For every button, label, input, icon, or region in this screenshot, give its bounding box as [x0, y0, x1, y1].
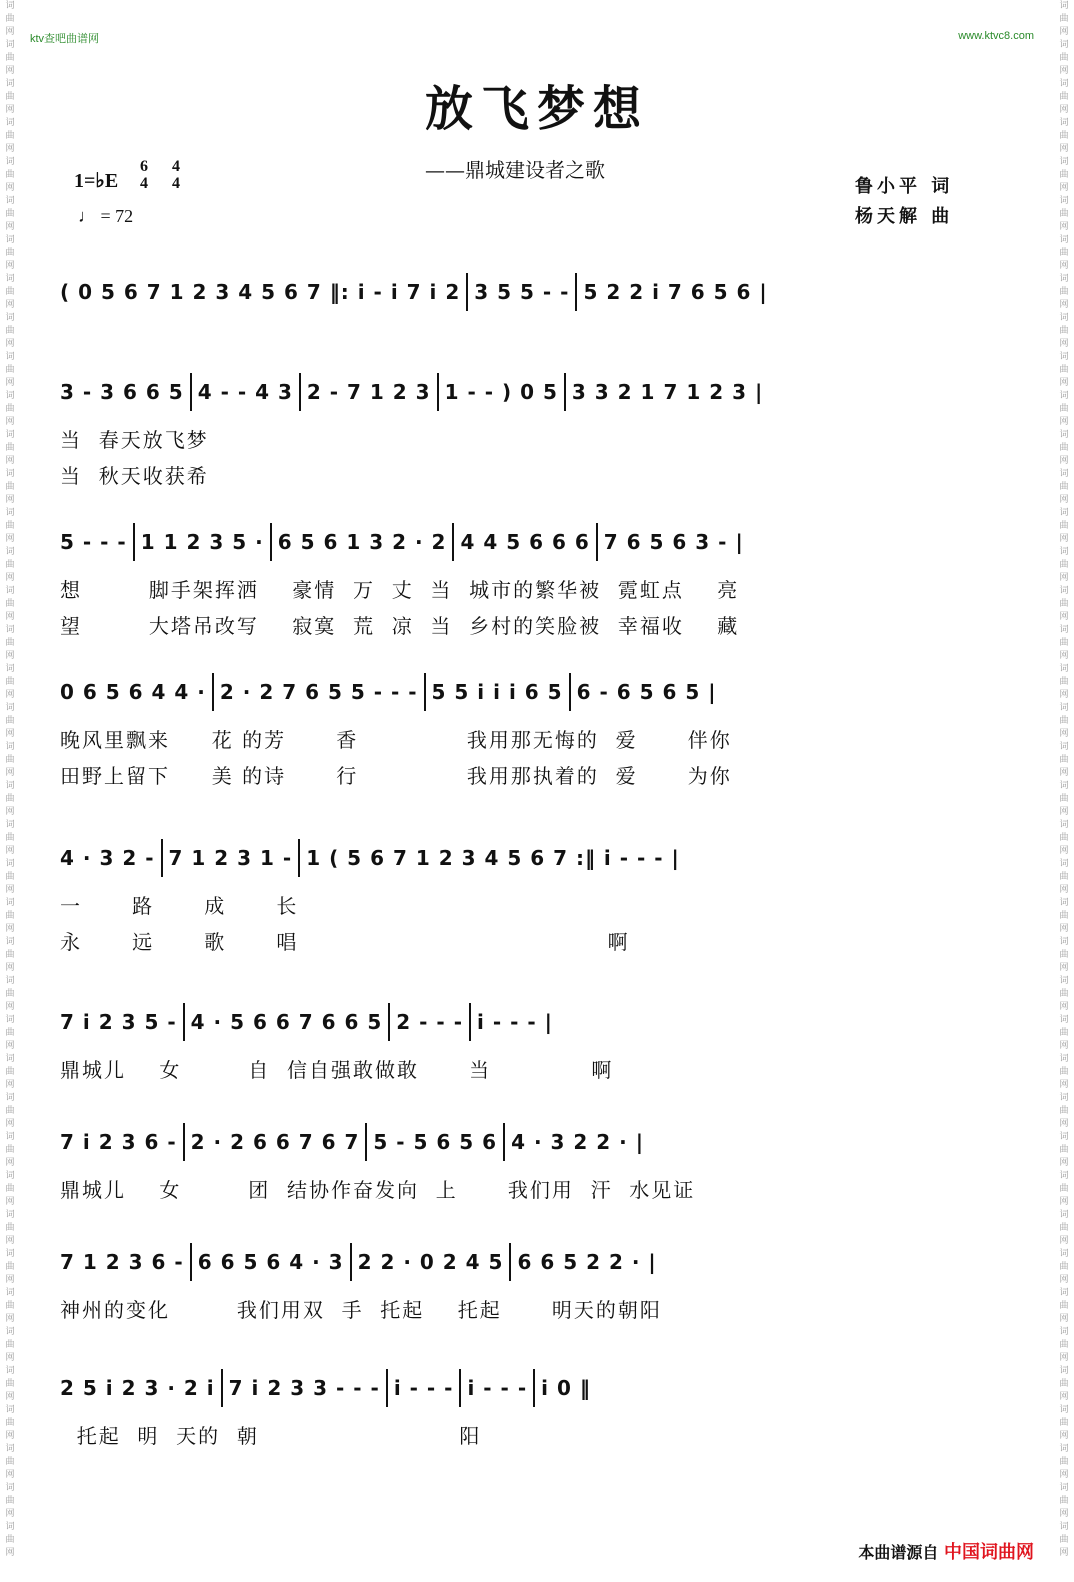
- barline: [183, 1123, 185, 1161]
- barline: [386, 1369, 388, 1407]
- measure: i - - -: [467, 1376, 528, 1400]
- measure: 6 - 6 5 6 5 |: [576, 680, 717, 704]
- side-watermark-left: 词曲网词曲网词曲网词曲网词曲网词曲网词曲网词曲网词曲网词曲网词曲网词曲网词曲网词曲网词曲网词曲网词曲网词曲网词曲网词曲网词曲网词曲网词曲网词曲网词曲网词曲网词曲网词曲网词曲网词曲网词曲网词曲网词曲网词曲网词曲网词曲网词曲网词曲网词曲网词曲网: [5, 1, 15, 1558]
- measure: 4 · 3 2 -: [60, 846, 155, 870]
- staff-notes: [60, 372, 763, 412]
- measure: 1 - - ) 0 5: [444, 380, 558, 404]
- lyric-line: 鼎城儿 女 团 结协作奋发向 上 我们用 汗 水见证: [60, 1178, 696, 1202]
- measure: 7 i 2 3 3 - - -: [228, 1376, 380, 1400]
- footer-prefix: 本曲谱源自: [858, 1543, 939, 1562]
- song-title: 放飞梦想: [424, 81, 649, 137]
- measure: 2 2 · 0 2 4 5: [357, 1250, 504, 1274]
- measure: ( 0 5 6 7 1 2 3 4 5 6 7 ‖: i - i 7 i 2: [60, 280, 461, 304]
- barline: [190, 373, 192, 411]
- side-watermark-right: 词曲网词曲网词曲网词曲网词曲网词曲网词曲网词曲网词曲网词曲网词曲网词曲网词曲网词曲网词曲网词曲网词曲网词曲网词曲网词曲网词曲网词曲网词曲网词曲网词曲网词曲网词曲网词曲网词曲网词曲网词曲网词曲网词曲网词曲网词曲网词曲网词曲网词曲网词曲网词曲网: [1059, 1, 1069, 1558]
- barline: [533, 1369, 535, 1407]
- measure: 7 i 2 3 5 -: [60, 1010, 177, 1034]
- time-signature-1: 6 4: [140, 158, 148, 192]
- measure: i 0 ‖: [541, 1376, 591, 1400]
- lyric-line: 想 脚手架挥洒 豪情 万 丈 当 城市的繁华被 霓虹点 亮: [60, 578, 740, 602]
- measure: 4 · 3 2 2 · |: [511, 1130, 645, 1154]
- barline: [270, 523, 272, 561]
- measure: 1 ( 5 6 7 1 2 3 4 5 6 7 :‖ i - - - |: [306, 846, 680, 870]
- staff-notes: [60, 1368, 591, 1408]
- footer-brand[interactable]: 中国词曲网: [944, 1542, 1034, 1563]
- measure: 1 1 2 3 5 ·: [140, 530, 264, 554]
- lyric-line: 神州的变化 我们用双 手 托起 托起 明天的朝阳: [60, 1298, 662, 1322]
- measure: 4 - - 4 3: [197, 380, 293, 404]
- measure: 7 6 5 6 3 - |: [603, 530, 744, 554]
- measure: i - - -: [393, 1376, 454, 1400]
- lyric-line: 一 路 成 长: [60, 894, 299, 918]
- barline: [298, 839, 300, 877]
- barline: [299, 373, 301, 411]
- song-subtitle: ——鼎城建设者之歌: [425, 158, 605, 182]
- footer-source: [858, 1538, 1034, 1564]
- measure: 5 - - -: [60, 530, 127, 554]
- measure: 2 - 7 1 2 3: [306, 380, 431, 404]
- staff-notes: [60, 1122, 644, 1162]
- measure: 2 · 2 6 6 7 6 7: [190, 1130, 360, 1154]
- measure: 4 · 5 6 6 7 6 6 5: [190, 1010, 383, 1034]
- measure: 6 5 6 1 3 2 · 2: [277, 530, 447, 554]
- composer-credit: 杨天解 曲: [855, 206, 954, 227]
- lyric-line: 当 春天放飞梦: [60, 428, 209, 452]
- measure: i - - - |: [477, 1010, 553, 1034]
- barline: [569, 673, 571, 711]
- barline: [575, 273, 577, 311]
- lyric-line: 晚风里飘来 花 的芳 香 我用那无悔的 爱 伴你: [60, 728, 732, 752]
- barline: [388, 1003, 390, 1041]
- staff-notes: [60, 272, 768, 312]
- lyric-line: 当 秋天收获希: [60, 464, 209, 488]
- barline: [221, 1369, 223, 1407]
- measure: 2 5 i 2 3 · 2 i: [60, 1376, 215, 1400]
- lyric-line: 永 远 歌 唱 啊: [60, 930, 630, 954]
- barline: [212, 673, 214, 711]
- barline: [452, 523, 454, 561]
- measure: 5 2 2 i 7 6 5 6 |: [583, 280, 768, 304]
- measure: 6 6 5 2 2 · |: [517, 1250, 657, 1274]
- staff-notes: [60, 522, 744, 562]
- lyric-line: 鼎城儿 女 自 信自强敢做敢 当 啊: [60, 1058, 614, 1082]
- lyricist-credit: 鲁小平 词: [855, 176, 954, 197]
- header-right-url[interactable]: www.ktvc8.com: [958, 30, 1034, 42]
- staff-notes: [60, 1242, 657, 1282]
- barline: [437, 373, 439, 411]
- measure: 3 - 3 6 6 5: [60, 380, 184, 404]
- measure: 5 - 5 6 5 6: [373, 1130, 498, 1154]
- measure: 7 i 2 3 6 -: [60, 1130, 177, 1154]
- tempo-marking: ♩ = 72: [78, 206, 134, 226]
- barline: [424, 673, 426, 711]
- measure: 5 5 i i i 6 5: [431, 680, 563, 704]
- key-signature: 1=♭E: [74, 170, 119, 192]
- staff-notes: [60, 672, 717, 712]
- barline: [190, 1243, 192, 1281]
- measure: 3 5 5 - -: [474, 280, 570, 304]
- barline: [365, 1123, 367, 1161]
- measure: 7 1 2 3 1 -: [168, 846, 293, 870]
- measure: 4 4 5 6 6 6: [460, 530, 590, 554]
- barline: [133, 523, 135, 561]
- barline: [469, 1003, 471, 1041]
- barline: [509, 1243, 511, 1281]
- lyric-line: 托起 明 天的 朝 阳: [60, 1424, 482, 1448]
- measure: 7 1 2 3 6 -: [60, 1250, 184, 1274]
- barline: [503, 1123, 505, 1161]
- barline: [596, 523, 598, 561]
- staff-notes: [60, 838, 680, 878]
- measure: 2 - - -: [396, 1010, 463, 1034]
- barline: [459, 1369, 461, 1407]
- staff-notes: [60, 1002, 553, 1042]
- measure: 3 3 2 1 7 1 2 3 |: [571, 380, 764, 404]
- measure: 6 6 5 6 4 · 3: [197, 1250, 344, 1274]
- barline: [161, 839, 163, 877]
- time-signature-2: 4 4: [172, 158, 180, 192]
- barline: [350, 1243, 352, 1281]
- header-left-source[interactable]: ktv查吧曲谱网: [30, 33, 100, 45]
- barline: [183, 1003, 185, 1041]
- lyric-line: 望 大塔吊改写 寂寞 荒 凉 当 乡村的笑脸被 幸福收 藏: [60, 614, 740, 638]
- barline: [466, 273, 468, 311]
- barline: [564, 373, 566, 411]
- measure: 2 · 2 7 6 5 5 - - -: [219, 680, 418, 704]
- measure: 0 6 5 6 4 4 ·: [60, 680, 206, 704]
- lyric-line: 田野上留下 美 的诗 行 我用那执着的 爱 为你: [60, 764, 732, 788]
